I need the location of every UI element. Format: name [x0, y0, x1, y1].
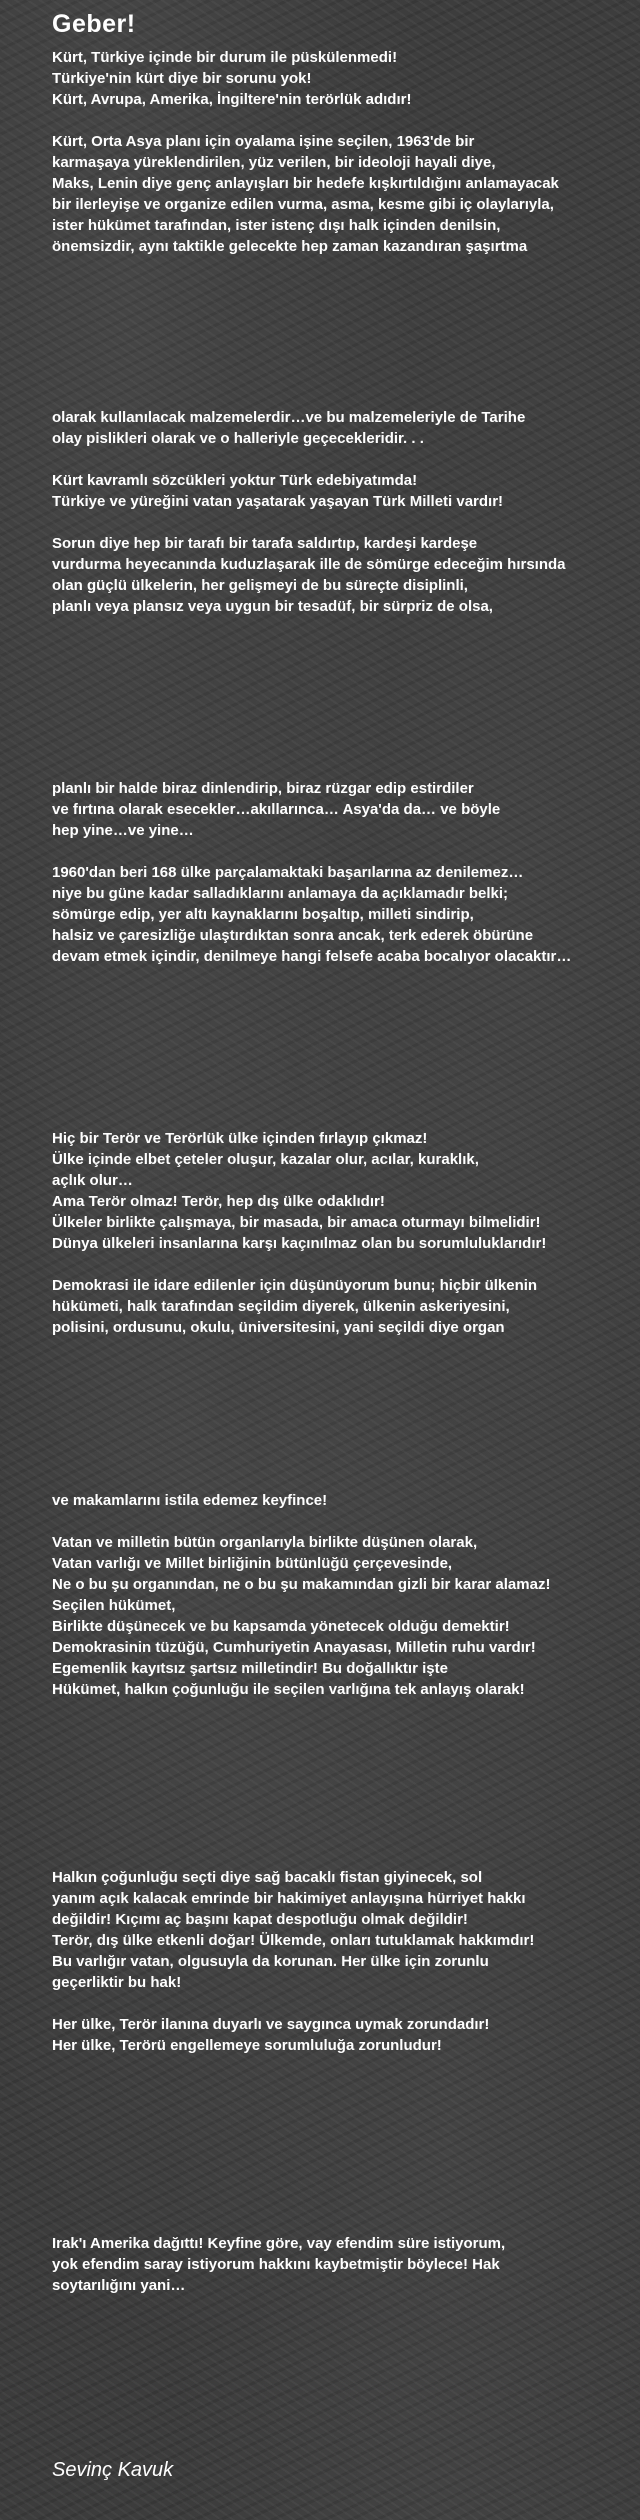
poem-line: bir ilerleyişe ve organize edilen vurma, asma, kesme gibi iç olaylarıyla, — [52, 196, 554, 213]
poem-line: olay pislikleri olarak ve o halleriyle geçecekleridir. . . — [52, 430, 424, 447]
poem-line: Hükümet, halkın çoğunluğu ile seçilen varlığına tek anlayış olarak! — [52, 1681, 525, 1698]
poem-title: Geber! — [52, 10, 136, 38]
poem-stanza-5 — [52, 1490, 632, 1700]
poem-line: ve makamlarını istila edemez keyfince! — [52, 1492, 328, 1509]
poem-line: Kürt, Orta Asya planı için oyalama işine seçilen, 1963'de bir — [52, 133, 475, 150]
poem-line: Kürt, Avrupa, Amerika, İngiltere'nin terörlük adıdır! — [52, 91, 412, 108]
blank-line — [52, 1254, 632, 1275]
poem-line: Sorun diye hep bir tarafı bir tarafa saldırtıp, kardeşi kardeşe — [52, 535, 478, 552]
poem-line: karmaşaya yüreklendirilen, yüz verilen, bir ideoloji hayali diye, — [52, 154, 496, 171]
poem-line: Terör, dış ülke etkenli doğar! Ülkemde, onları tutuklamak hakkımdır! — [52, 1932, 535, 1949]
poem-line: Türkiye ve yüreğini vatan yaşatarak yaşayan Türk Milleti vardır! — [52, 493, 504, 510]
poem-line: sömürge edip, yer altı kaynaklarını boşaltıp, milleti sindirip, — [52, 906, 474, 923]
poem-line: Seçilen hükümet, — [52, 1597, 176, 1614]
poem-line: önemsizdir, aynı taktikle gelecekte hep zaman kazandıran şaşırtma — [52, 238, 528, 255]
blank-line — [52, 110, 632, 131]
poem-stanza-6 — [52, 1867, 632, 2056]
poem-line: Ne o bu şu organından, ne o bu şu makamından gizli bir karar alamaz! — [52, 1576, 551, 1593]
poem-line: olarak kullanılacak malzemelerdir…ve bu malzemeleriyle de Tarihe — [52, 409, 526, 426]
poem-line: geçerliktir bu hak! — [52, 1974, 182, 1991]
poem-line: devam etmek içindir, denilmeye hangi felsefe acaba bocalıyor olacaktır… — [52, 948, 572, 965]
poem-line: vurdurma heyecanında kuduzlaşarak ille de sömürge edeceğim hırsında — [52, 556, 566, 573]
poem-line: ister hükümet tarafından, ister istenç dışı halk içinden denilsin, — [52, 217, 501, 234]
poem-line: Kürt, Türkiye içinde bir durum ile püskülenmedi! — [52, 49, 398, 66]
poem-line: Irak'ı Amerika dağıttı! Keyfine göre, vay efendim süre istiyorum, — [52, 2235, 506, 2252]
poem-line: değildir! Kıçımı aç başını kapat despotluğu olmak değildir! — [52, 1911, 468, 1928]
poem-stanza-7 — [52, 2233, 632, 2296]
poem-line: Her ülke, Terörü engellemeye sorumluluğa zorunludur! — [52, 2037, 442, 2054]
poem-stanza-2 — [52, 407, 632, 617]
poem-line: yanım açık kalacak emrinde bir hakimiyet anlayışına hürriyet hakkı — [52, 1890, 526, 1907]
blank-line — [52, 1511, 632, 1532]
blank-line — [52, 841, 632, 862]
poem-line: olan güçlü ülkelerin, her gelişmeyi de bu süreçte disiplinli, — [52, 577, 468, 594]
poem-stanza-4 — [52, 1128, 632, 1338]
poem-line: niye bu güne kadar salladıklarını anlamaya da açıklamadır belki; — [52, 885, 509, 902]
poem-line: yok efendim saray istiyorum hakkını kaybetmiştir böylece! Hak — [52, 2256, 500, 2273]
poem-line: Her ülke, Terör ilanına duyarlı ve saygınca uymak zorundadır! — [52, 2016, 490, 2033]
poem-line: açlık olur… — [52, 1172, 133, 1189]
blank-line — [52, 449, 632, 470]
poem-line: Türkiye'nin kürt diye bir sorunu yok! — [52, 70, 312, 87]
poem-line: Halkın çoğunluğu seçti diye sağ bacaklı fistan giyinecek, sol — [52, 1869, 483, 1886]
poem-line: Ama Terör olmaz! Terör, hep dış ülke odaklıdır! — [52, 1193, 385, 1210]
poem-line: planlı veya plansız veya uygun bir tesadüf, bir sürpriz de olsa, — [52, 598, 493, 615]
poem-line: Birlikte düşünecek ve bu kapsamda yönetecek olduğu demektir! — [52, 1618, 510, 1635]
blank-line — [52, 1993, 632, 2014]
poem-line: Demokrasinin tüzüğü, Cumhuriyetin Anayasası, Milletin ruhu vardır! — [52, 1639, 536, 1656]
poem-author: Sevinç Kavuk — [52, 2459, 174, 2481]
poem-line: Bu varlığır vatan, olgusuyla da korunan. Her ülke için zorunlu — [52, 1953, 489, 1970]
poem-line: hep yine…ve yine… — [52, 822, 194, 839]
poem-line: Demokrasi ile idare edilenler için düşünüyorum bunu; hiçbir ülkenin — [52, 1277, 538, 1294]
poem-line: halsiz ve çaresizliğe ulaştırdıktan sonra ancak, terk ederek öbürüne — [52, 927, 534, 944]
poem-line: Kürt kavramlı sözcükleri yoktur Türk edebiyatımda! — [52, 472, 418, 489]
poem-line: hükümeti, halk tarafından seçildim diyerek, ülkenin askeriyesini, — [52, 1298, 510, 1315]
poem-line: Dünya ülkeleri insanlarına karşı kaçınılmaz olan bu sorumluluklarıdır! — [52, 1235, 547, 1252]
poem-line: 1960'dan beri 168 ülke parçalamaktaki başarılarına az denilemez… — [52, 864, 524, 881]
poem-line: Ülkeler birlikte çalışmaya, bir masada, bir amaca oturmayı bilmelidir! — [52, 1214, 541, 1231]
poem-line: Ülke içinde elbet çeteler oluşur, kazalar olur, acılar, kuraklık, — [52, 1151, 479, 1168]
poem-line: ve fırtına olarak esecekler…akıllarınca… Asya'da da… ve böyle — [52, 801, 501, 818]
poem-stanza-1 — [52, 47, 632, 257]
poem-line: polisini, ordusunu, okulu, üniversitesini, yani seçildi diye organ — [52, 1319, 505, 1336]
poem-line: planlı bir halde biraz dinlendirip, biraz rüzgar edip estirdiler — [52, 780, 474, 797]
poem-line: soytarılığını yani… — [52, 2277, 186, 2294]
poem-stanza-3 — [52, 778, 632, 967]
poem-line: Maks, Lenin diye genç anlayışları bir hedefe kışkırtıldığını anlamayacak — [52, 175, 559, 192]
poem-line: Hiç bir Terör ve Terörlük ülke içinden fırlayıp çıkmaz! — [52, 1130, 428, 1147]
poem-line: Egemenlik kayıtsız şartsız milletindir! Bu doğallıktır işte — [52, 1660, 448, 1677]
poem-line: Vatan varlığı ve Millet birliğinin bütünlüğü çerçevesinde, — [52, 1555, 453, 1572]
poem-line: Vatan ve milletin bütün organlarıyla birlikte düşünen olarak, — [52, 1534, 478, 1551]
blank-line — [52, 512, 632, 533]
